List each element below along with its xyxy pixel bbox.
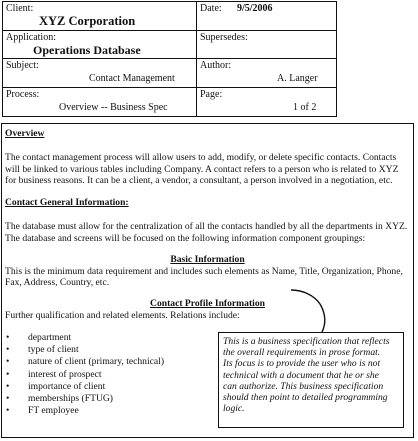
supersedes-cell [197,31,336,60]
subject-label: Subject: [6,60,39,71]
note-line: This is a business specification that reflects [223,336,390,347]
list-item: • FT employee [6,405,164,417]
date-cell [197,2,336,31]
list-item: • memberships (FTUG) [6,393,164,405]
basic-heading: Basic Information [170,254,245,265]
subject-value: Contact Management [89,73,175,84]
profile-line-1: Further qualification and related elements. Relations include: [5,309,240,321]
author-cell [197,59,336,88]
overview-heading: Overview [5,128,45,139]
author-value: A. Langer [277,73,318,84]
client-label: Client: [6,3,34,14]
list-item: • interest of prospect [6,369,164,381]
general-line-2: The database and screens will be focused on the following information component groupings: [5,232,366,244]
note-line: logic. [223,403,245,415]
page-value: 1 of 2 [293,101,317,113]
note-line: the overall requirements in prose format. [223,347,381,359]
note-line: should then point to detailed programming [223,392,388,404]
profile-heading: Contact Profile Information [150,298,265,309]
document-header-table [2,1,337,117]
page-label: Page: [200,88,223,100]
process-cell [3,88,197,117]
note-line: technical with a document that he or she [223,369,379,381]
supersedes-label: Supersedes: [200,31,248,43]
basic-line-1: This is the minimum data requirement and includes such elements as Name, Title, Organization, Phone, [5,265,403,277]
application-value: Operations Database [33,42,141,57]
page-cell [197,88,336,117]
date-value: 9/5/2006 [237,3,273,14]
general-line-1: The database must allow for the centralization of all the contacts handled by all the departments in XYZ. [5,221,408,232]
subject-cell [3,59,197,88]
client-value: XYZ Corporation [39,14,136,28]
date-label: Date: [200,3,222,14]
general-heading: Contact General Information: [5,197,129,208]
list-item: • importance of client [6,381,164,393]
process-label: Process: [6,88,40,100]
specification-body [1,123,414,438]
author-label: Author: [200,60,232,71]
note-line: Its focus is to provide the user who is not [223,358,381,370]
list-item: • type of client [6,344,164,356]
note-line: can authorize. This business specification [223,380,384,392]
list-item: • department [6,332,164,344]
process-value: Overview -- Business Spec [59,101,168,113]
overview-line-2: will be linked to various tables including Company. A contact refers to a person who is related to XYZ [5,163,399,175]
client-cell [3,2,197,31]
overview-line-3: for business reasons. It can be a client, a vendor, a consultant, a person involved in a negotiation, etc. [5,175,393,186]
application-label: Application: [6,31,56,43]
annotation-note [218,332,404,428]
list-item: • nature of client (primary, technical) [6,356,164,368]
basic-line-2: Fax, Address, Country, etc. [5,277,110,288]
overview-line-1: The contact management process will allow users to add, modify, or delete specific contacts. Contacts [5,152,397,163]
application-cell [3,31,197,60]
